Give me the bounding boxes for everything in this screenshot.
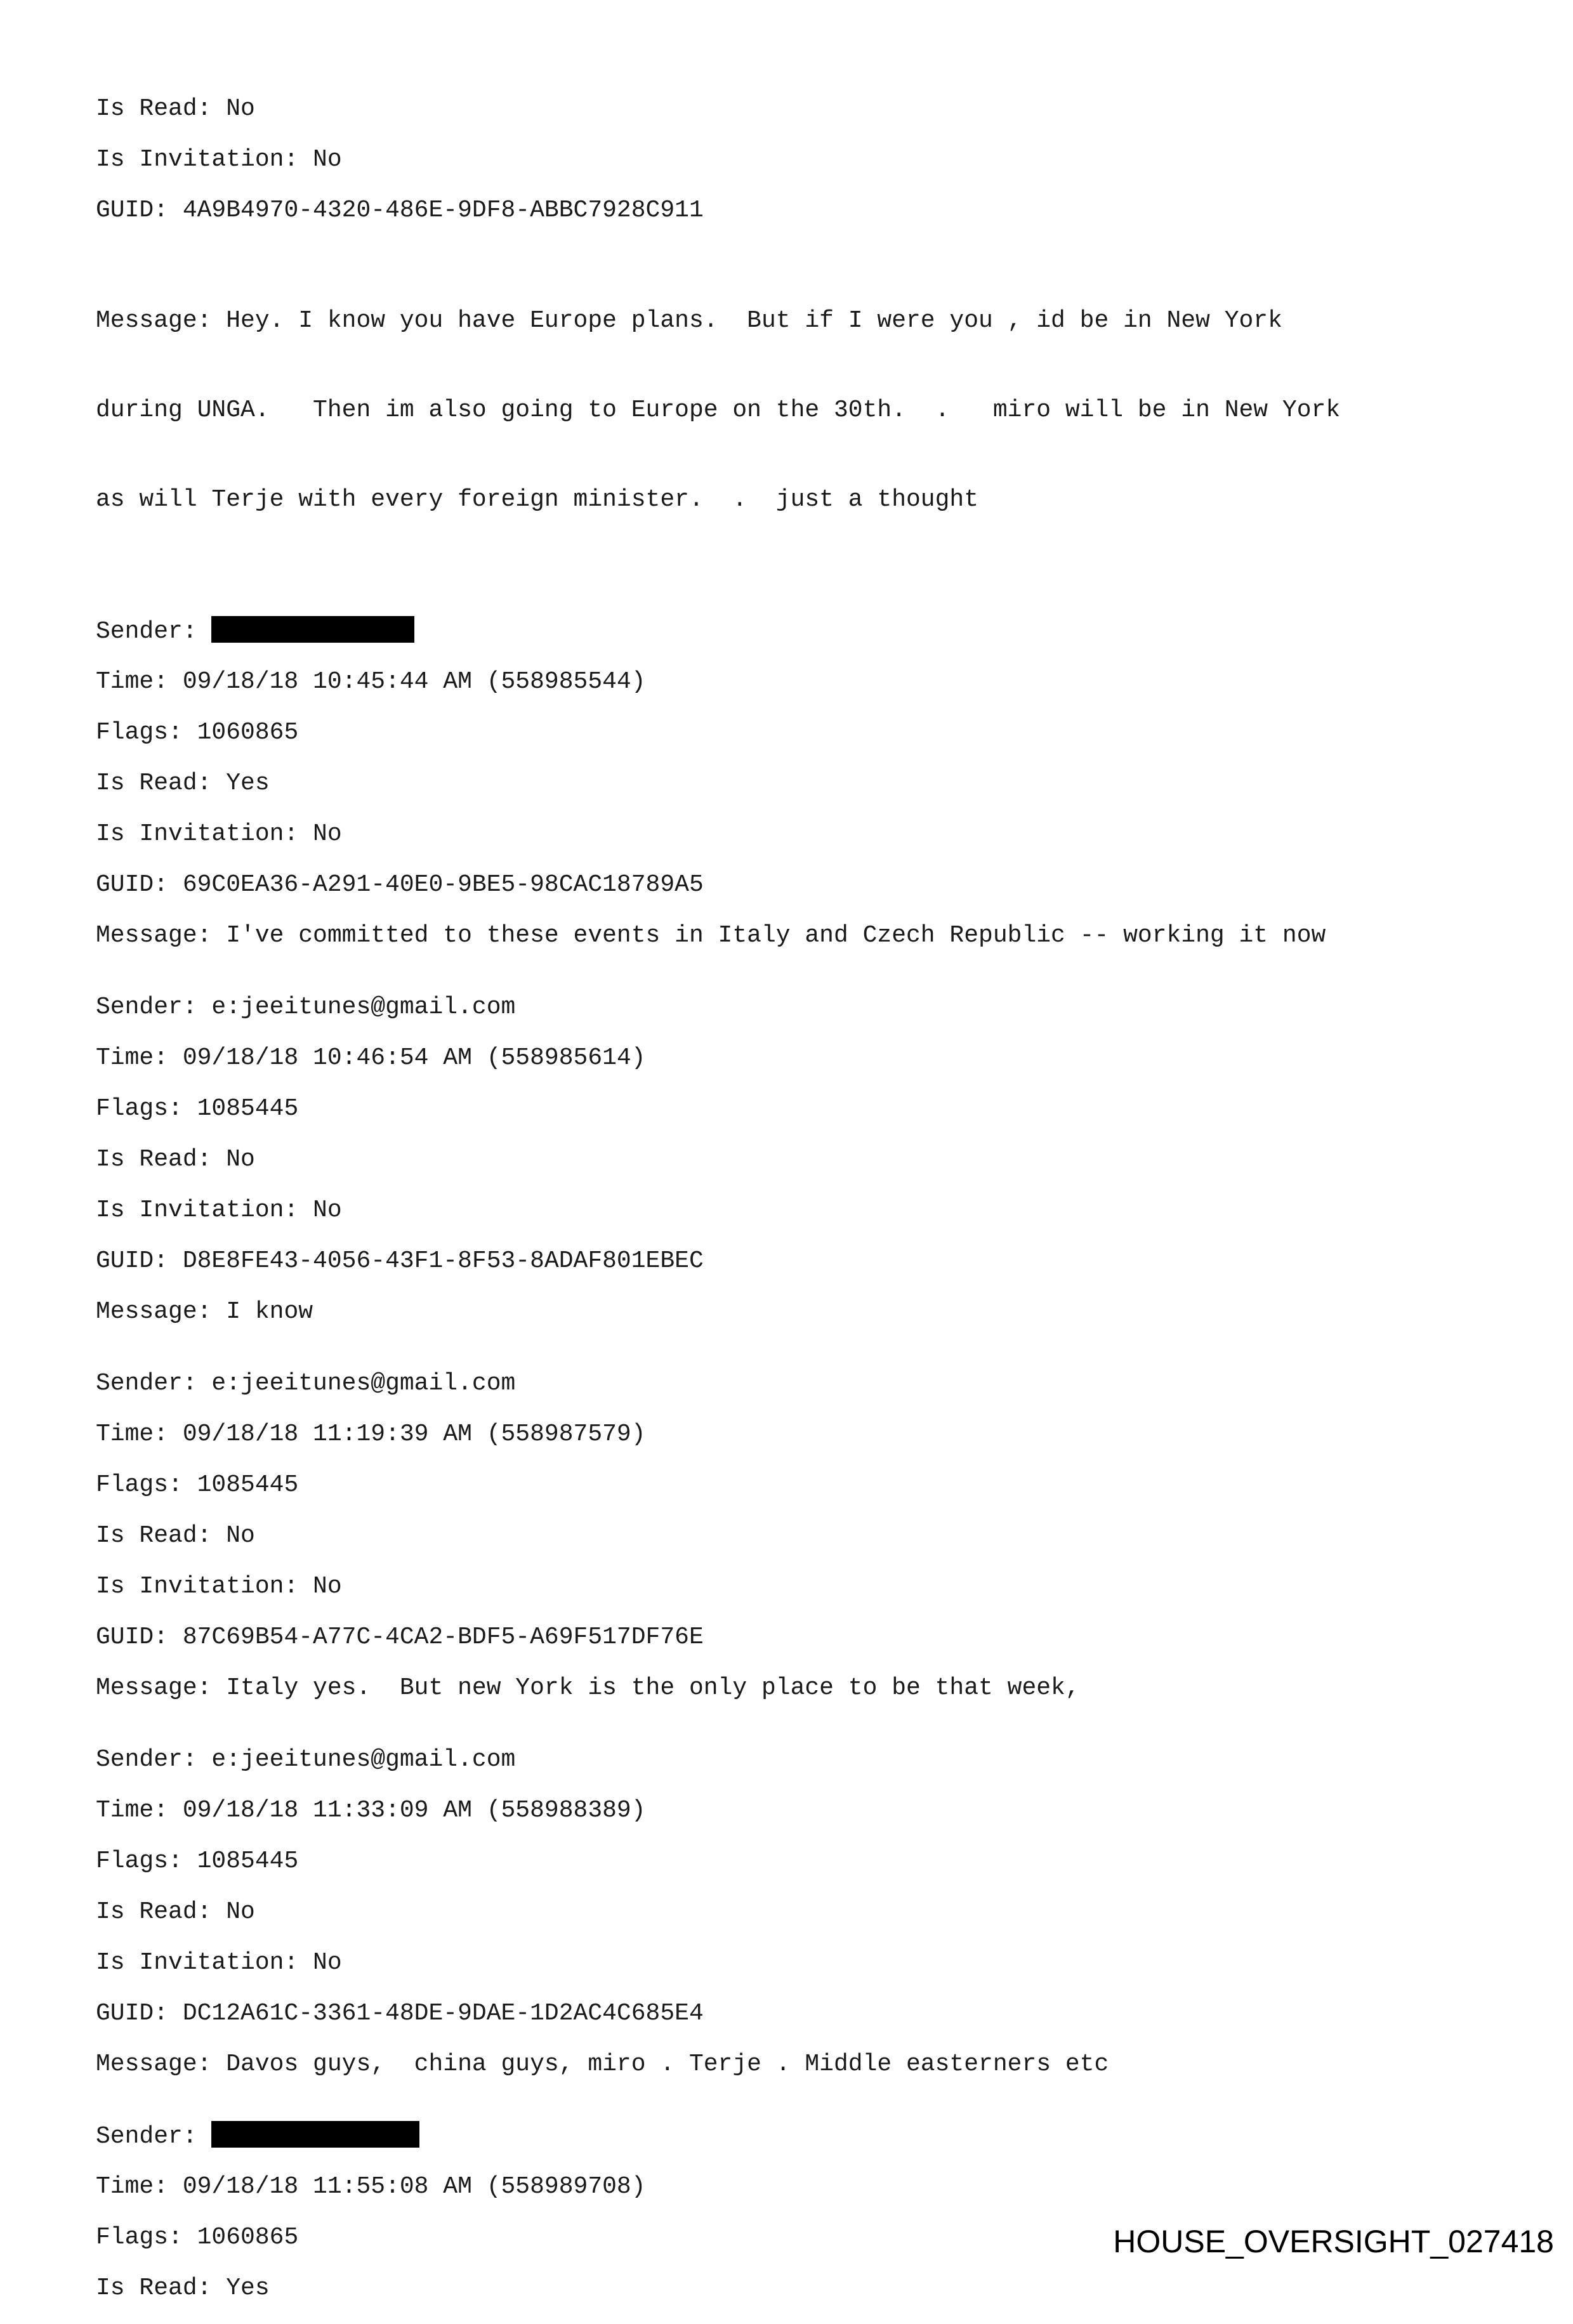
- time: Time: 09/18/18 11:55:08 AM (558989708): [96, 2173, 646, 2200]
- is-read: Is Read: Yes: [96, 2275, 270, 2302]
- guid: GUID: 87C69B54-A77C-4CA2-BDF5-A69F517DF76E: [96, 1624, 704, 1651]
- message: Message: I've committed to these events in Italy and Czech Republic -- working it now: [96, 922, 1326, 949]
- sender-label: Sender:: [96, 2123, 212, 2150]
- sender: [96, 616, 1511, 646]
- guid: GUID: D8E8FE43-4056-43F1-8F53-8ADAF801EBEC: [96, 1247, 704, 1275]
- sender: Sender: e:jeeitunes@gmail.com: [96, 1370, 516, 1397]
- flags: Flags: 1085445: [96, 1848, 299, 1875]
- bates-number: HOUSE_OVERSIGHT_027418: [1113, 2224, 1554, 2259]
- is-read: Is Read: No: [96, 1146, 255, 1173]
- guid: GUID: 4A9B4970-4320-486E-9DF8-ABBC7928C911: [96, 197, 704, 224]
- time: Time: 09/18/18 10:46:54 AM (558985614): [96, 1044, 646, 1072]
- is-invitation: Is Invitation: No: [96, 1573, 342, 1600]
- guid: GUID: DC12A61C-3361-48DE-9DAE-1D2AC4C685E4: [96, 2000, 704, 2027]
- time: Time: 09/18/18 11:33:09 AM (558988389): [96, 1797, 646, 1824]
- is-read: Is Read: No: [96, 1898, 255, 1926]
- sender: [96, 2121, 1511, 2151]
- is-invitation: Is Invitation: No: [96, 820, 342, 848]
- is-read: Is Read: No: [96, 1522, 255, 1549]
- guid: GUID: 69C0EA36-A291-40E0-9BE5-98CAC18789A5: [96, 871, 704, 898]
- is-invitation: Is Invitation: No: [96, 1949, 342, 1976]
- message: Message: Davos guys, china guys, miro . Terje . Middle easterners etc: [96, 2051, 1109, 2078]
- message-line: Message: Hey. I know you have Europe plans. But if I were you , id be in New York: [96, 307, 1282, 334]
- is-read: Is Read: Yes: [96, 770, 270, 797]
- sender: Sender: e:jeeitunes@gmail.com: [96, 1746, 516, 1773]
- message-line: during UNGA. Then im also going to Europe on the 30th. . miro will be in New York: [96, 397, 1341, 424]
- is-invitation: Is Invitation: No: [96, 1197, 342, 1224]
- flags: Flags: 1060865: [96, 2224, 299, 2251]
- message-line: as will Terje with every foreign minister. . just a thought: [96, 486, 979, 513]
- time: Time: 09/18/18 11:19:39 AM (558987579): [96, 1421, 646, 1448]
- message: [96, 246, 1511, 574]
- flags: Flags: 1060865: [96, 719, 299, 746]
- message: Message: I know: [96, 1298, 313, 1325]
- is-invitation: Is Invitation: No: [96, 146, 342, 173]
- is-read: Is Read: No: [96, 95, 255, 122]
- time: Time: 09/18/18 10:45:44 AM (558985544): [96, 668, 646, 695]
- redaction-box: [211, 616, 414, 643]
- flags: Flags: 1085445: [96, 1471, 299, 1499]
- redaction-box: [211, 2121, 419, 2148]
- message-log: [96, 94, 1511, 2324]
- sender-label: Sender:: [96, 618, 212, 645]
- message: Message: Italy yes. But new York is the only place to be that week,: [96, 1674, 1080, 1702]
- flags: Flags: 1085445: [96, 1095, 299, 1122]
- sender: Sender: e:jeeitunes@gmail.com: [96, 994, 516, 1021]
